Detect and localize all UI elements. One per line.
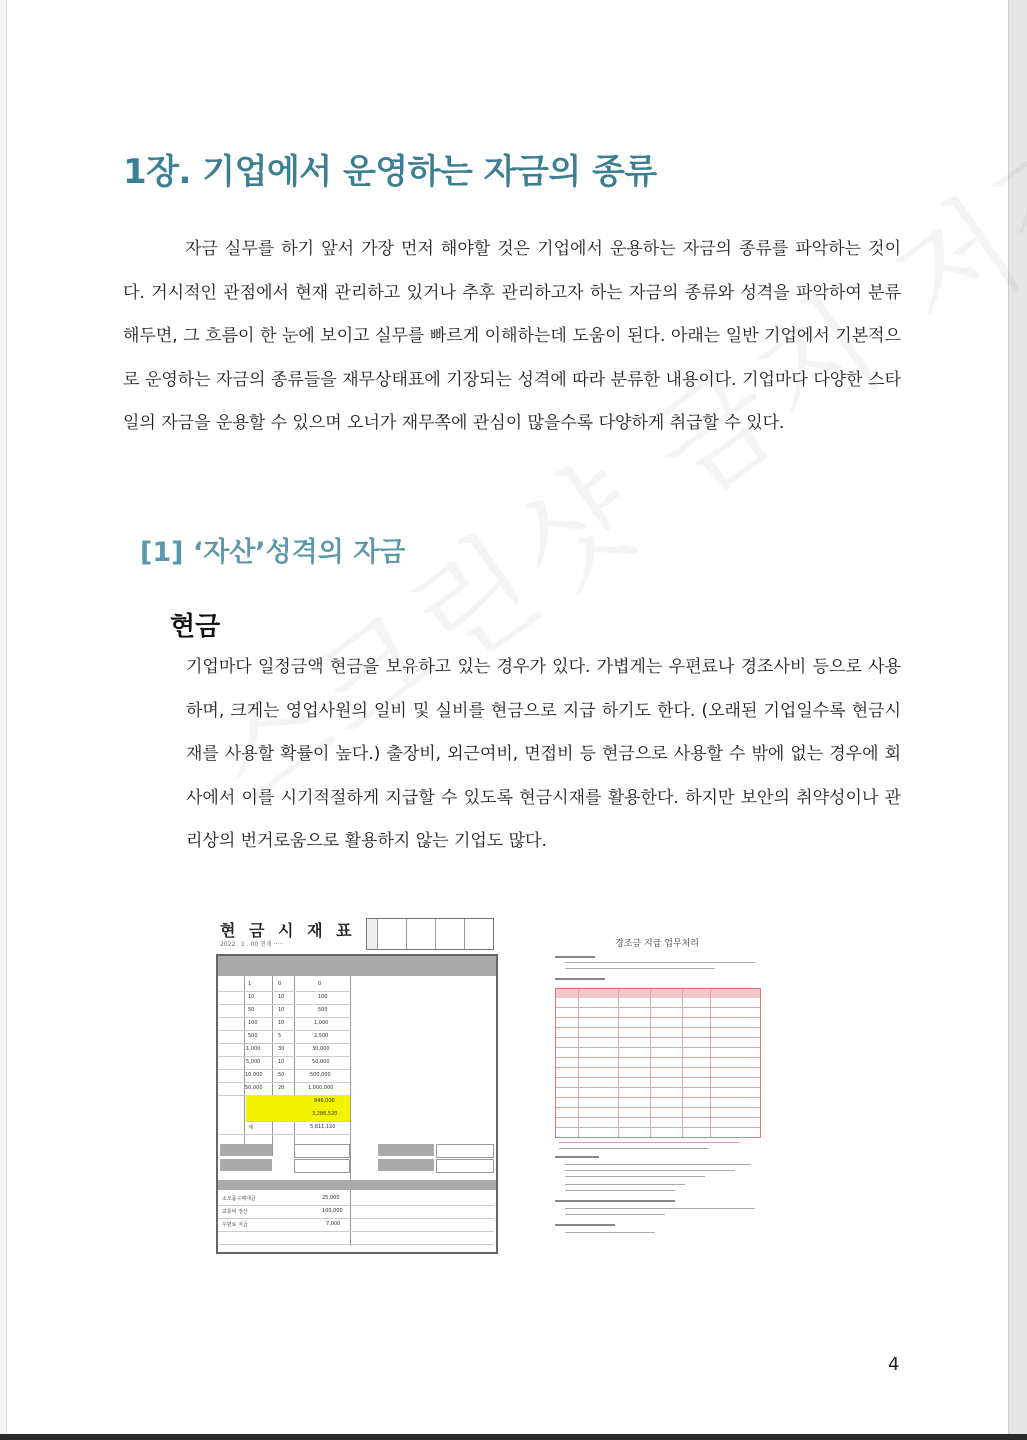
- cash-text: 기업마다 일정금액 현금을 보유하고 있는 경우가 있다. 가볍게는 우편료나 경조사비 등으로 사용하며, 크게는 영업사원의 일비 및 실비를 현금으로 지급 하기도 한다. (오래된 기업일수록 현금시재를 사용할 확률이 높다.) 출장비, 외근여비, 면접비 등 현금으로 사용할 수 밖에 없는 경우에 회사에서 이를 시기적절하게 지급할 수 있도록 현금시재를 활용한다. 하지만 보안의 취약성이나 관리상의 번거로움으로 활용하지 않는 기업도 많다.: [186, 657, 901, 851]
- ledger-title: 현 금 시 재 표: [220, 921, 356, 940]
- intro-paragraph: [123, 228, 901, 446]
- intro-text: 자금 실무를 하기 앞서 가장 먼저 해야할 것은 기업에서 운용하는 자금의 종류를 파악하는 것이다. 거시적인 관점에서 현재 관리하고 있거나 추후 관리하고자 하는 자금의 종류와 성격을 파악하여 분류해두면, 그 흐름이 한 눈에 보이고 실무를 빠르게 이해하는데 도움이 된다. 아래는 일반 기업에서 기본적으로 운영하는 자금의 종류들을 재무상태표에 기장되는 성격에 따라 분류한 내용이다. 기업마다 다양한 스타일의 자금을 운용할 수 있으며 오너가 재무쪽에 관심이 많을수록 다양하게 취급할 수 있다.: [123, 239, 901, 433]
- ledger-highlight-row: 846,000: [246, 1095, 350, 1109]
- doc-table: [555, 988, 761, 1138]
- ledger-approval-box: [366, 918, 494, 950]
- chapter-title: 1장. 기업에서 운영하는 자금의 종류: [123, 152, 657, 192]
- ledger-table: 1 0 0 10 10 100 50 10 500 100 10 1,000 500 5 2,500 1,000 30 30,000 5,000 10 50,000 10,000 50 500,000 50,000 20 1,000,000 846,000 3,286,520 계 5,811,120 소모품구매대금 25,000 교통비 정산 100,000 우편료 지급 7,000: [216, 954, 498, 1254]
- ledger-highlight-row: 3,286,520: [246, 1108, 350, 1122]
- cash-paragraph: [186, 646, 901, 864]
- expense-doc-image: [551, 928, 763, 1240]
- subsection-title: 현금: [170, 612, 221, 642]
- ledger-header-row: [218, 956, 496, 976]
- viewer-left-edge: [0, 0, 7, 1440]
- section-title: [1] ‘자산’성격의 자금: [140, 537, 406, 568]
- cash-ledger-image: [214, 914, 496, 1252]
- doc-title: 경조금 지급 업무처리: [615, 939, 699, 949]
- viewer-scrollbar[interactable]: [1008, 0, 1027, 1440]
- ledger-date-line: 2022 . 1 . 00 현재 ·····: [220, 941, 284, 948]
- page-number: 4: [888, 1354, 900, 1375]
- viewer-bottom-bar: [0, 1434, 1027, 1440]
